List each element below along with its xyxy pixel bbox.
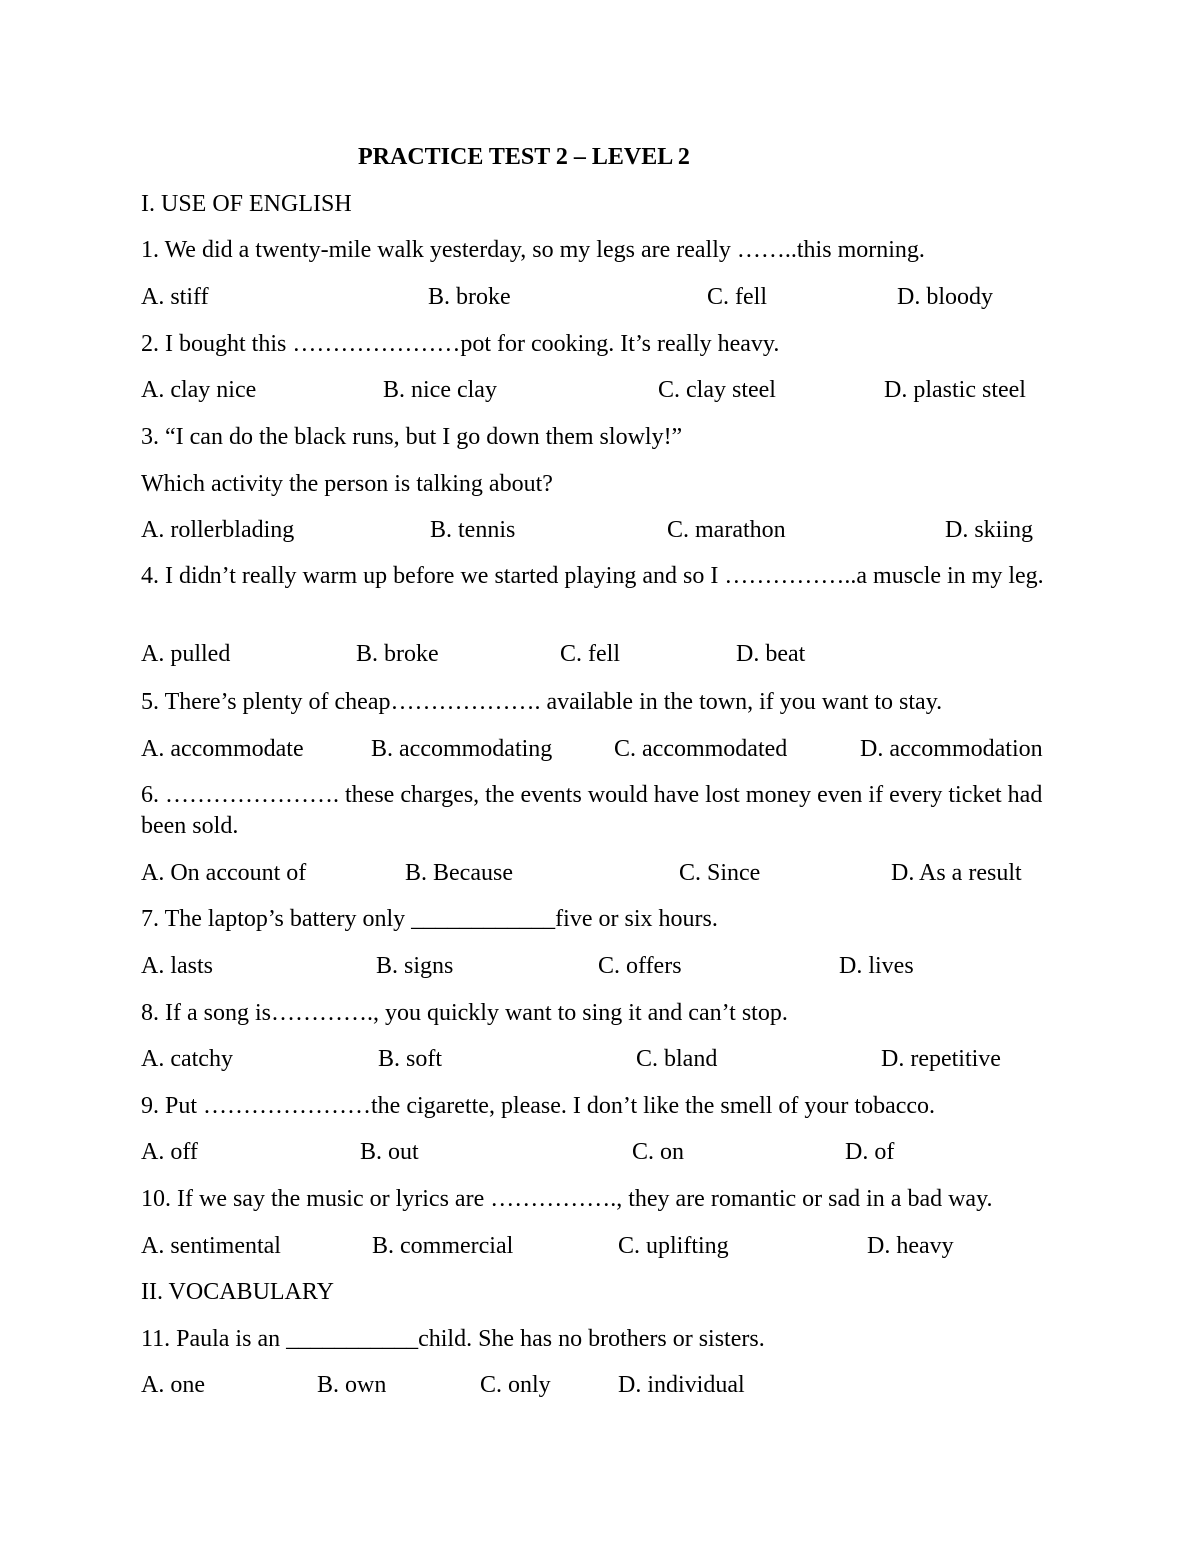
question-2-option-d: D. plastic steel [884,377,1026,403]
question-10-option-b: B. commercial [372,1233,514,1259]
question-9-option-d: D. of [845,1139,895,1165]
question-8-option-b: B. soft [378,1046,443,1072]
question-9: 9. Put …………………the cigarette, please. I don’t like the smell of your tobacco. [141,1093,936,1119]
question-5-option-a: A. accommodate [141,736,304,762]
question-11-option-c: C. only [480,1372,551,1398]
question-10: 10. If we say the music or lyrics are ……………., they are romantic or sad in a bad way. [141,1186,993,1212]
question-5-option-b: B. accommodating [371,736,553,762]
question-7: 7. The laptop’s battery only ____________five or six hours. [141,906,718,932]
question-8-option-a: A. catchy [141,1046,233,1072]
question-4: 4. I didn’t really warm up before we started playing and so I ……………..a muscle in my leg. [141,563,1044,589]
question-5: 5. There’s plenty of cheap………………. available in the town, if you want to stay. [141,689,943,715]
question-7-option-a: A. lasts [141,953,213,979]
question-3-option-d: D. skiing [945,517,1034,543]
question-2-option-c: C. clay steel [658,377,776,403]
question-7-option-b: B. signs [376,953,454,979]
question-9-option-a: A. off [141,1139,198,1165]
question-2: 2. I bought this …………………pot for cooking. It’s really heavy. [141,331,780,357]
question-11-option-b: B. own [317,1372,387,1398]
question-1-option-a: A. stiff [141,284,209,310]
question-8-option-d: D. repetitive [881,1046,1001,1072]
question-4-option-c: C. fell [560,641,620,667]
question-11-option-d: D. individual [618,1372,745,1398]
question-11: 11. Paula is an ___________child. She has no brothers or sisters. [141,1326,765,1352]
question-10-option-d: D. heavy [867,1233,954,1259]
question-4-option-b: B. broke [356,641,439,667]
page-title: PRACTICE TEST 2 – LEVEL 2 [358,144,690,170]
question-1: 1. We did a twenty-mile walk yesterday, so my legs are really ……..this morning. [141,237,925,263]
question-7-option-c: C. offers [598,953,682,979]
question-8: 8. If a song is…………., you quickly want to sing it and can’t stop. [141,1000,788,1026]
question-10-option-a: A. sentimental [141,1233,281,1259]
question-6-option-c: C. Since [679,860,761,886]
question-1-option-b: B. broke [428,284,511,310]
question-4-option-a: A. pulled [141,641,231,667]
question-9-option-b: B. out [360,1139,419,1165]
question-9-option-c: C. on [632,1139,685,1165]
question-3-option-a: A. rollerblading [141,517,295,543]
question-3-option-c: C. marathon [667,517,786,543]
question-3: 3. “I can do the black runs, but I go down them slowly!” [141,424,683,450]
question-8-option-c: C. bland [636,1046,718,1072]
question-1-option-d: D. bloody [897,284,993,310]
question-2-option-a: A. clay nice [141,377,257,403]
question-4-option-d: D. beat [736,641,806,667]
question-3-option-b: B. tennis [430,517,516,543]
question-7-option-d: D. lives [839,953,914,979]
question-10-option-c: C. uplifting [618,1233,729,1259]
question-5-option-d: D. accommodation [860,736,1043,762]
question-5-option-c: C. accommodated [614,736,788,762]
question-6-option-a: A. On account of [141,860,307,886]
question-3-prompt: Which activity the person is talking about? [141,471,553,497]
question-6-option-d: D. As a result [891,860,1022,886]
section-heading-vocabulary: II. VOCABULARY [141,1279,334,1305]
question-11-option-a: A. one [141,1372,205,1398]
question-6: 6. …………………. these charges, the events would have lost money even if every ticket had been sold. [141,782,1043,839]
question-6-option-b: B. Because [405,860,513,886]
question-2-option-b: B. nice clay [383,377,497,403]
question-1-option-c: C. fell [707,284,767,310]
section-heading-use-of-english: I. USE OF ENGLISH [141,191,352,217]
